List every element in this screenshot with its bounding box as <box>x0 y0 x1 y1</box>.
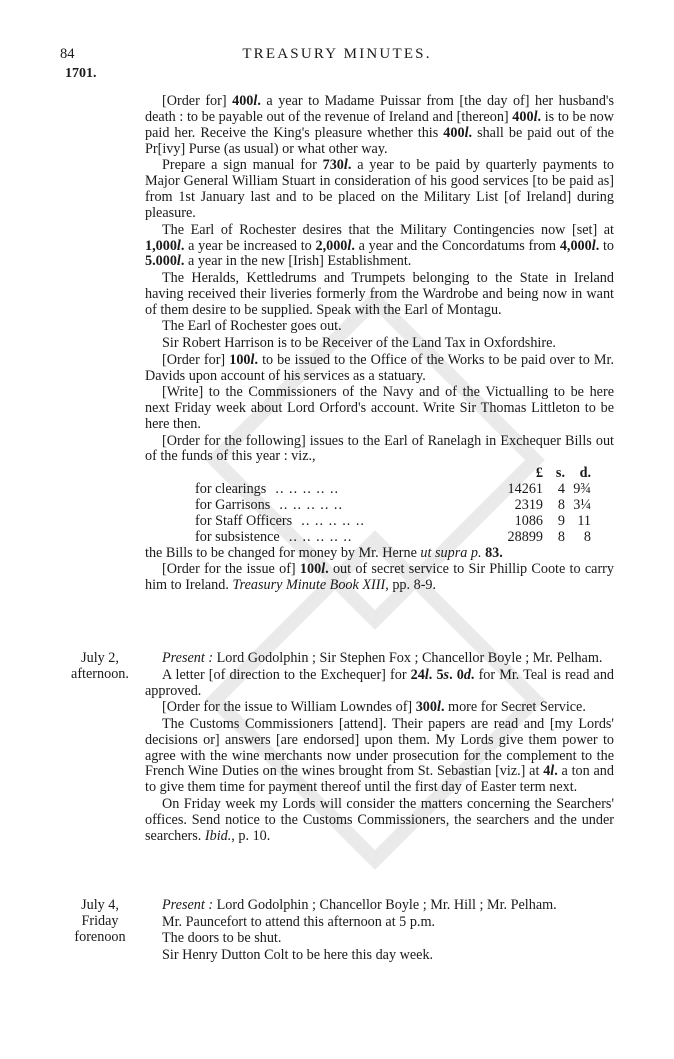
issue-shillings: 8 <box>557 496 565 513</box>
july2-paragraph-1: A letter [of direction to the Exchequer] for 24l. 5s. 0d. for Mr. Teal is read and approved. <box>145 666 615 699</box>
issue-pounds: 14261 <box>507 480 543 497</box>
issue-pence: 9¾ <box>573 480 591 497</box>
running-title: TREASURY MINUTES. <box>242 46 432 62</box>
july2-paragraph-4: On Friday week my Lords will consider the matters concerning the Searchers' offices. Send notice to the Customs Commissioners, the searchers and the under searchers. Ibid., p. 10. <box>145 795 614 844</box>
july4-paragraph-2: The doors to be shut. <box>162 930 282 947</box>
issue-row <box>145 530 591 546</box>
entries-first-block <box>145 94 614 595</box>
issues-table-header <box>145 466 591 482</box>
entry-paragraph-5: Sir Robert Harrison is to be Receiver of the Land Tax in Oxfordshire. <box>162 335 556 352</box>
issue-pence: 11 <box>577 512 591 529</box>
entry-paragraph-0: [Order for] 400l. a year to Madame Puissar from [the day of] her husband's death : to be payable out of the revenue of Ireland and [thereon] 400l. is to be now paid her. Receive the King's pleasure whether this 400l. shall be paid out of the Pr[ivy] Purse (as usual) or what other way. <box>145 93 615 157</box>
issue-shillings: 4 <box>557 480 565 497</box>
issue-row <box>145 482 591 498</box>
issue-pounds: 28899 <box>507 528 543 545</box>
session-july4 <box>145 898 614 964</box>
entry-paragraph-1: Prepare a sign manual for 730l. a year to be paid by quarterly payments to Major General William Stuart in consideration of his good services [to be paid as] from 1st January last and to be placed on the Military List [of Ireland] during pleasure. <box>145 157 614 222</box>
issue-pence: 8 <box>583 528 591 545</box>
entry-paragraph-7: [Write] to the Commissioners of the Navy and of the Victualling to be here next Friday week about Lord Orford's account. Write Sir Thomas Littleton to be here then. <box>145 384 614 432</box>
header-pence: d. <box>579 465 591 482</box>
entries-first-list <box>145 94 614 465</box>
leader-dots: .. .. .. .. .. <box>279 528 353 545</box>
header-shillings: s. <box>555 465 565 482</box>
issue-row <box>145 514 591 530</box>
leader-dots: .. .. .. .. .. <box>292 512 365 529</box>
page-header <box>0 46 674 66</box>
issue-shillings: 9 <box>557 512 565 529</box>
july4-paragraph-1: Mr. Pauncefort to attend this afternoon at 5 p.m. <box>162 913 436 930</box>
issue-pence: 3¼ <box>573 496 591 513</box>
entry-paragraph-4: The Earl of Rochester goes out. <box>162 318 342 335</box>
leader-dots: .. .. .. .. .. <box>270 496 344 513</box>
july2-paragraph-2: [Order for the issue to William Lowndes of] 300l. more for Secret Service. <box>162 699 586 716</box>
margin-time: afternoon. <box>71 665 129 682</box>
issue-pounds: 2319 <box>514 496 543 513</box>
margin-time: forenoon <box>74 928 126 945</box>
issue-label: for Garrisons .. .. .. .. .. <box>195 496 344 513</box>
entries-after-table <box>145 546 614 594</box>
issue-row <box>145 498 591 514</box>
july4-paragraph-0: Present : Lord Godolphin ; Chancellor Boyle ; Mr. Hill ; Mr. Pelham. <box>162 897 557 913</box>
issue-pounds: 1086 <box>514 512 543 529</box>
year-marker: 1701. <box>65 66 97 81</box>
margin-july2 <box>60 651 140 683</box>
after-paragraph-1: [Order for the issue of] 100l. out of secret service to Sir Phillip Coote to carry him to Ireland. Treasury Minute Book XIII, pp. 8-9. <box>145 561 614 594</box>
issues-table <box>145 466 591 546</box>
margin-date: July 2, <box>81 650 119 666</box>
after-paragraph-0: the Bills to be changed for money by Mr. Herne ut supra p. 83. <box>145 544 503 561</box>
issue-shillings: 8 <box>557 528 565 545</box>
leader-dots: .. .. .. .. .. <box>266 480 340 497</box>
issue-label: for Staff Officers .. .. .. .. .. <box>195 512 365 529</box>
issue-label: for subsistence .. .. .. .. .. <box>195 528 353 545</box>
july2-paragraph-0: Present : Lord Godolphin ; Sir Stephen Fox ; Chancellor Boyle ; Mr. Pelham. <box>162 650 603 666</box>
entry-paragraph-2: The Earl of Rochester desires that the Military Contingencies now [set] at 1,000l. a year be increased to 2,000l. a year and the Concordatums from 4,000l. to 5.000l. a year in the new [Irish] Establishment. <box>145 221 614 270</box>
margin-july4 <box>60 898 140 946</box>
entry-paragraph-8: [Order for the following] issues to the Earl of Ranelagh in Exchequer Bills out of the funds of this year : viz., <box>145 432 614 465</box>
issue-label: for clearings .. .. .. .. .. <box>195 480 340 497</box>
margin-date: July 4, <box>81 897 119 913</box>
july4-paragraph-3: Sir Henry Dutton Colt to be here this day week. <box>162 946 434 963</box>
session-july2 <box>145 651 614 845</box>
page-number: 84 <box>60 46 75 62</box>
header-pounds: £ <box>535 465 543 482</box>
july2-paragraph-3: The Customs Commissioners [attend]. Their papers are read and [my Lords' decisions or] answers [are endorsed] upon them. My Lords give them power to agree with the wine merchants now under prosecution for the complement to the French Wine Duties on the wines brought from St. Sebastian [viz.] at 4l. a ton and to give them time for payment thereof until the first day of Easter term next. <box>145 715 614 796</box>
issues-table-body <box>145 482 591 546</box>
entry-paragraph-3: The Heralds, Kettledrums and Trumpets belonging to the State in Ireland having received their liveries formerly from the Wardrobe and being now in want of them desire to be supplied. Speak with the Earl of Montagu. <box>145 270 614 318</box>
entry-paragraph-6: [Order for] 100l. to be issued to the Office of the Works to be paid over to Mr. Davids upon account of his services as a statuary. <box>145 351 614 384</box>
margin-day: Friday <box>81 912 119 929</box>
